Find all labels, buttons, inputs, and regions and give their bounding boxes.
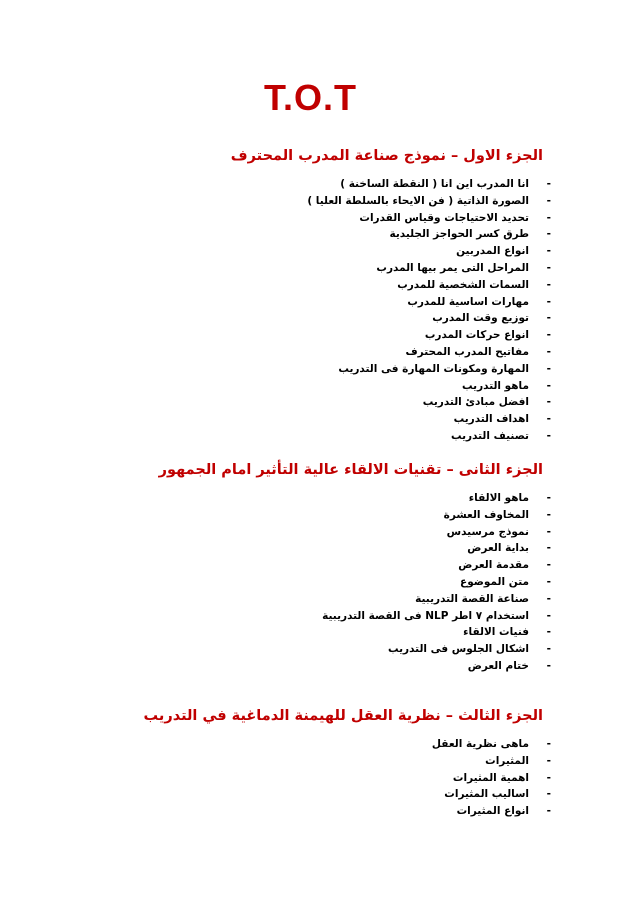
list-item-text: ختام العرض xyxy=(467,659,529,672)
list-item-text: السمات الشخصية للمدرب xyxy=(397,278,529,291)
list-item-text: المخاوف العشرة xyxy=(443,508,529,521)
list-item xyxy=(231,344,551,361)
bullet-dash: - xyxy=(546,329,551,342)
bullet-dash: - xyxy=(546,643,551,656)
list-item-text: انواع المثيرات xyxy=(456,805,529,818)
list-item xyxy=(231,327,551,344)
list-item xyxy=(144,786,551,803)
list-item xyxy=(144,770,551,787)
topic-list xyxy=(144,736,551,820)
bullet-dash: - xyxy=(546,659,551,672)
list-item xyxy=(231,210,551,227)
list-item xyxy=(159,540,551,557)
list-item xyxy=(231,226,551,243)
list-item xyxy=(159,524,551,541)
list-item-text: مقدمة العرض xyxy=(458,559,529,572)
bullet-dash: - xyxy=(546,379,551,392)
list-item-text: استخدام ٧ اطر NLP فى القصة التدريبية xyxy=(322,609,529,622)
list-item-text: ماهى نظرية العقل xyxy=(431,738,529,750)
bullet-dash: - xyxy=(546,362,551,375)
section-part-three xyxy=(143,706,551,820)
list-item-text: طرق كسر الحواجز الجليدية xyxy=(389,228,529,241)
list-item xyxy=(231,378,551,395)
section-heading: الجزء الثانى – تقنيات الالقاء عالية التأثير امام الجمهور xyxy=(158,462,543,478)
list-item xyxy=(159,658,551,675)
bullet-dash: - xyxy=(546,754,551,767)
list-item-text: ماهو الالقاء xyxy=(468,492,529,504)
list-item-text: انا المدرب اين انا ( النقطة الساخنة ) xyxy=(340,178,529,190)
list-item-text: تصنيف التدريب xyxy=(450,429,529,442)
list-item xyxy=(159,507,551,524)
list-item xyxy=(231,411,551,428)
list-item-text: متن الموضوع xyxy=(460,575,529,588)
list-item xyxy=(144,803,551,820)
list-item xyxy=(231,176,551,193)
bullet-dash: - xyxy=(546,245,551,258)
section-heading: الجزء الثالث – نظرية العقل للهيمنة الدماغية في التدريب xyxy=(143,708,543,724)
bullet-dash: - xyxy=(546,788,551,801)
list-item-text: اهداف التدريب xyxy=(453,413,529,426)
list-item-text: المهارة ومكونات المهارة فى التدريب xyxy=(338,362,529,375)
list-item xyxy=(231,260,551,277)
list-item-text: انواع المدربين xyxy=(456,245,529,258)
list-item-text: الصورة الذاتية ( فن الايحاء بالسلطة العليا ) xyxy=(307,194,529,207)
list-item xyxy=(231,361,551,378)
list-item-text: مفاتيح المدرب المحترف xyxy=(405,345,529,358)
bullet-dash: - xyxy=(546,609,551,622)
list-item-text: فنيات الالقاء xyxy=(463,626,529,639)
list-item-text: بداية العرض xyxy=(467,542,529,555)
bullet-dash: - xyxy=(546,413,551,426)
bullet-dash: - xyxy=(546,211,551,224)
list-item xyxy=(231,394,551,411)
topic-list xyxy=(159,490,551,675)
list-item xyxy=(231,193,551,210)
bullet-dash: - xyxy=(546,194,551,207)
bullet-dash: - xyxy=(546,178,551,190)
list-item-text: مهارات اساسية للمدرب xyxy=(407,295,529,308)
bullet-dash: - xyxy=(546,592,551,605)
list-item xyxy=(144,753,551,770)
list-item xyxy=(159,574,551,591)
bullet-dash: - xyxy=(546,429,551,442)
bullet-dash: - xyxy=(546,542,551,555)
bullet-dash: - xyxy=(546,559,551,572)
bullet-dash: - xyxy=(546,508,551,521)
bullet-dash: - xyxy=(546,228,551,241)
list-item xyxy=(159,591,551,608)
list-item-text: توزيع وقت المدرب xyxy=(432,312,529,325)
section-heading: الجزء الاول – نموذج صناعة المدرب المحترف xyxy=(230,148,543,164)
list-item xyxy=(231,310,551,327)
bullet-dash: - xyxy=(546,626,551,639)
list-item-text: تحديد الاحتياجات وقياس القدرات xyxy=(359,211,529,224)
topic-list xyxy=(231,176,551,445)
list-item-text: صناعة القصة التدريبية xyxy=(415,592,529,605)
list-item-text: المثيرات xyxy=(485,754,529,767)
list-item-text: المراحل التى يمر بيها المدرب xyxy=(376,261,529,274)
bullet-dash: - xyxy=(546,771,551,784)
list-item-text: نموذج مرسيدس xyxy=(446,525,529,538)
list-item-text: اساليب المثيرات xyxy=(444,788,529,801)
list-item-text: انواع حركات المدرب xyxy=(424,329,529,342)
list-item xyxy=(159,490,551,507)
list-item-text: اهمية المثيرات xyxy=(452,771,529,784)
bullet-dash: - xyxy=(546,295,551,308)
bullet-dash: - xyxy=(546,492,551,504)
list-item xyxy=(159,624,551,641)
bullet-dash: - xyxy=(546,525,551,538)
list-item xyxy=(159,608,551,625)
list-item-text: اشكال الجلوس فى التدريب xyxy=(387,643,529,656)
bullet-dash: - xyxy=(546,738,551,750)
document-title: T.O.T xyxy=(264,77,357,118)
list-item xyxy=(159,641,551,658)
section-part-two xyxy=(158,460,551,675)
list-item xyxy=(159,557,551,574)
list-item xyxy=(231,428,551,445)
list-item xyxy=(231,243,551,260)
list-item-text: ماهو التدريب xyxy=(462,379,529,392)
bullet-dash: - xyxy=(546,261,551,274)
bullet-dash: - xyxy=(546,805,551,818)
bullet-dash: - xyxy=(546,345,551,358)
bullet-dash: - xyxy=(546,312,551,325)
list-item xyxy=(144,736,551,753)
bullet-dash: - xyxy=(546,278,551,291)
list-item xyxy=(231,277,551,294)
list-item-text: افضل مبادئ التدريب xyxy=(422,396,529,409)
bullet-dash: - xyxy=(546,396,551,409)
list-item xyxy=(231,294,551,311)
section-part-one xyxy=(230,146,551,445)
bullet-dash: - xyxy=(546,575,551,588)
